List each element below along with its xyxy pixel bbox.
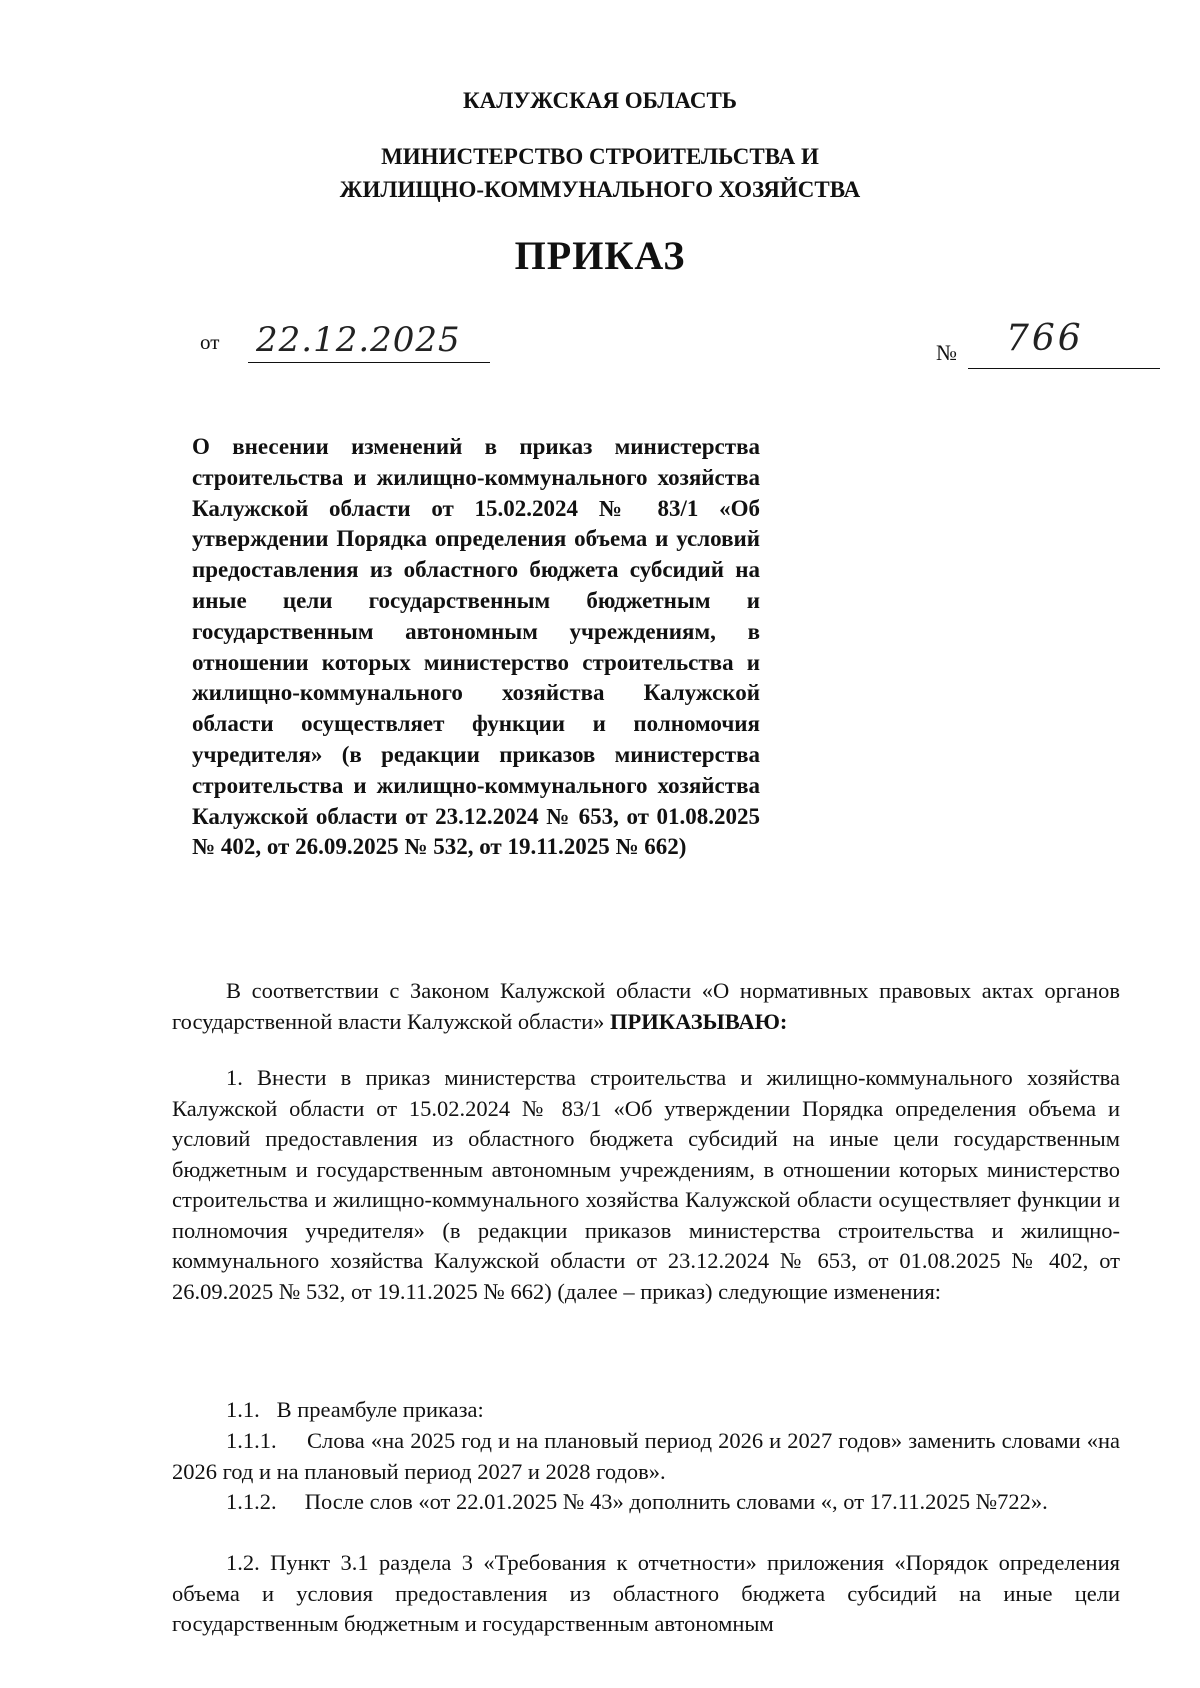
item-1-1-2-number: 1.1.2. [226, 1489, 277, 1514]
order-word: ПРИКАЗЫВАЮ: [610, 1008, 788, 1034]
item-1-1-1-text: Слова «на 2025 год и на плановый период 2026 и 2027 годов» заменить словами «на 2026 год и на плановый период 2027 и 2028 годов». [172, 1428, 1121, 1484]
legal-basis-paragraph [172, 976, 1120, 1037]
document-subject: О внесении изменений в приказ министерства строительства и жилищно-коммунального хозяйства Калужской области от 15.02.2024 № 83/1 «Об утверждении Порядка определения объема и условий предоставления из областного бюджета субсидий на иные цели государственным бюджетным и государственным автономным учреждениям, в отношении которых министерство строительства и жилищно-коммунального хозяйства Калужской области осуществляет функции и полномочия учредителя» (в редакции приказов министерства строительства и жилищно-коммунального хозяйства Калужской области от 23.12.2024 № 653, от 01.08.2025 № 402, от 26.09.2025 № 532, от 19.11.2025 № 662) [192, 434, 760, 860]
ministry-heading-line1: МИНИСТЕРСТВО СТРОИТЕЛЬСТВА И [381, 144, 819, 169]
handwritten-date: 22.12.2025 [256, 320, 461, 360]
date-prefix: от [200, 330, 220, 354]
region-heading: КАЛУЖСКАЯ ОБЛАСТЬ [462, 88, 737, 113]
item-1-1-1-number: 1.1.1. [226, 1428, 277, 1453]
item-1-1-2-paragraph [172, 1487, 1120, 1518]
item-1-1-2-text: После слов «от 22.01.2025 № 43» дополнить словами «, от 17.11.2025 №722». [304, 1489, 1048, 1514]
item-1-1-1-paragraph [172, 1426, 1120, 1487]
number-underline [968, 368, 1160, 369]
document-type-title: ПРИКАЗ [514, 233, 686, 278]
legal-basis-text: В соответствии с Законом Калужской области «О нормативных правовых актах органов государственной власти Калужской области» [172, 978, 1120, 1034]
number-prefix: № [936, 340, 957, 365]
item-1-2-paragraph: 1.2. Пункт 3.1 раздела 3 «Требования к отчетности» приложения «Порядок определения объема и условия предоставления из областного бюджета субсидий на иные цели государственным бюджетным и государственным автономным [172, 1550, 1120, 1636]
ministry-heading [0, 140, 1200, 206]
item-1-1-paragraph [172, 1395, 1120, 1426]
item-1-paragraph: 1. Внести в приказ министерства строительства и жилищно-коммунального хозяйства Калужской области от 15.02.2024 № 83/1 «Об утверждении Порядка определения объема и условий предоставления из областного бюджета субсидий на иные цели государственным бюджетным и государственным автономным учреждениям, в отношении которых министерство строительства и жилищно-коммунального хозяйства Калужской области осуществляет функции и полномочия учредителя» (в редакции приказов министерства строительства и жилищно-коммунального хозяйства Калужской области от 23.12.2024 № 653, от 01.08.2025 № 402, от 26.09.2025 № 532, от 19.11.2025 № 662) (далее – приказ) следующие изменения: [172, 1065, 1120, 1304]
ministry-heading-line2: ЖИЛИЩНО-КОММУНАЛЬНОГО ХОЗЯЙСТВА [339, 177, 861, 202]
item-1-1-number: 1.1. [226, 1397, 260, 1422]
date-underline [248, 362, 490, 363]
item-1-1-text: В преамбуле приказа: [276, 1397, 484, 1422]
handwritten-number: 766 [1006, 318, 1084, 359]
